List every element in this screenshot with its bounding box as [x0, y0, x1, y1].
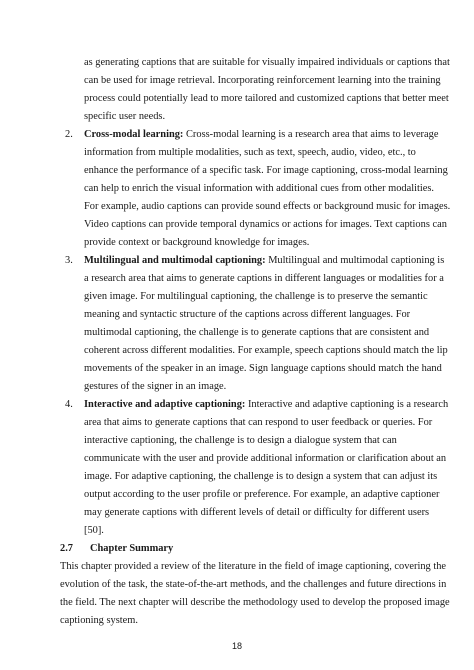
list-item-line: gestures of the signer in an image.: [84, 381, 227, 392]
continuation-line: as generating captions that are suitable for visually impaired individuals or captions that: [84, 57, 450, 68]
list-item-text: Cross-modal learning is a research area that aims to leverage: [183, 129, 439, 140]
section-line: captioning system.: [60, 615, 138, 626]
section-number: 2.7: [60, 543, 73, 554]
list-item-line: coherent across different modalities. For example, speech captions should match the lip: [84, 345, 448, 356]
list-item-text: Interactive and adaptive captioning is a research: [245, 399, 449, 410]
continuation-line: can be used for image retrieval. Incorporating reinforcement learning into the training: [84, 75, 441, 86]
list-item-line: can help to enrich the visual information with additional cues from other modalities.: [84, 183, 435, 194]
list-item-first-line: [84, 254, 444, 267]
list-item-first-line: [84, 128, 438, 141]
list-item-line: [50].: [84, 525, 104, 536]
list-item-title: Multilingual and multimodal captioning:: [84, 255, 266, 266]
list-item-text: Multilingual and multimodal captioning is: [265, 255, 445, 266]
list-item-line: area that aims to generate captions that can respond to user feedback or queries. For: [84, 417, 433, 428]
section-line: This chapter provided a review of the literature in the field of image captioning, covering the: [60, 561, 447, 572]
list-item-line: given image. For multilingual captioning, the challenge is to preserve the semantic: [84, 291, 428, 302]
list-item-line: movements of the speaker in an image. Sign language captions should match the hand: [84, 363, 442, 374]
list-item-line: information from multiple modalities, such as text, speech, audio, video, etc., to: [84, 147, 416, 158]
list-item-line: multimodal captioning, the challenge is to generate captions that are consistent and: [84, 327, 430, 338]
list-item-line: Video captions can provide temporal dynamics or actions for images. Text captions can: [84, 219, 447, 230]
list-item-line: enhance the performance of a specific task. For image captioning, cross-modal learning: [84, 165, 448, 176]
list-item-line: image. For adaptive captioning, the challenge is to design a system that can adjust its: [84, 471, 438, 482]
list-item-line: a research area that aims to generate captions in different languages or modalities for a: [84, 273, 444, 284]
list-item-title: Interactive and adaptive captioning:: [84, 399, 246, 410]
page-number: 18: [231, 641, 242, 651]
section-title: Chapter Summary: [90, 543, 174, 554]
list-item-line: provide context or background knowledge for images.: [84, 237, 310, 248]
list-item-number: 2.: [65, 129, 73, 140]
section-line: the field. The next chapter will describe the methodology used to develop the proposed image: [60, 597, 450, 608]
list-item-number: 3.: [65, 255, 73, 266]
list-item-line: interactive captioning, the challenge is to design a dialogue system that can: [84, 435, 397, 446]
continuation-line: specific user needs.: [84, 111, 166, 122]
list-item-number: 4.: [65, 399, 73, 410]
list-item-line: For example, audio captions can provide sound effects or background music for images.: [84, 201, 451, 212]
list-item-line: communicate with the user and provide additional information or clarification about an: [84, 453, 447, 464]
list-item-first-line: [84, 398, 448, 411]
list-item-line: may generate captions with different levels of detail or difficulty for different users: [84, 507, 430, 518]
list-item-line: output according to the user profile or preference. For example, an adaptive captioner: [84, 489, 440, 500]
section-line: evolution of the task, the state-of-the-art methods, and the challenges and future directions in: [60, 579, 447, 590]
continuation-line: process could potentially lead to more tailored and customized captions that better meet: [84, 93, 449, 104]
list-item-title: Cross-modal learning:: [84, 129, 184, 140]
list-item-line: meaning and syntactic structure of the captions across different languages. For: [84, 309, 411, 320]
